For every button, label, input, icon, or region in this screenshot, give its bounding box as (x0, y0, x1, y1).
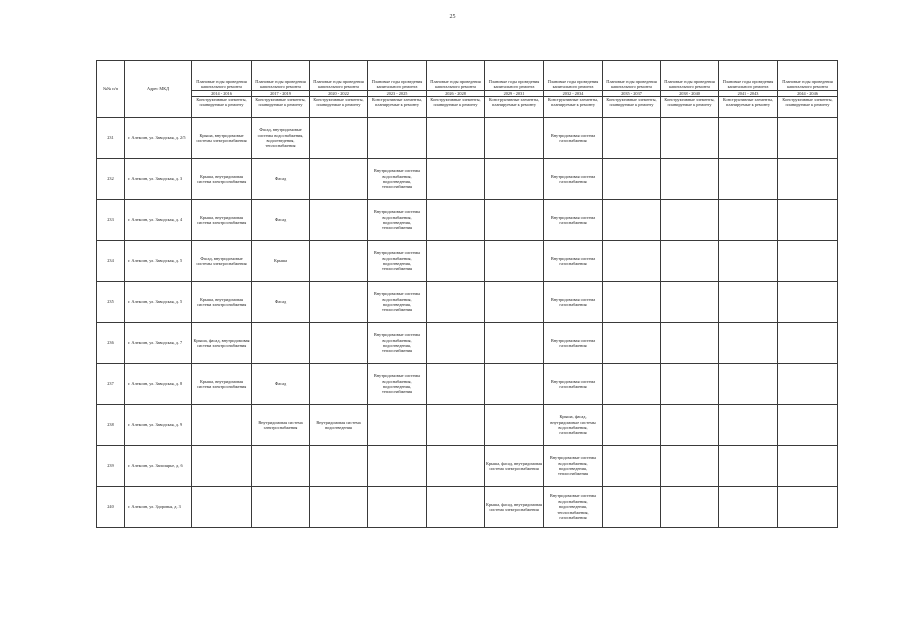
row-cell (192, 200, 252, 241)
header-period-6 (544, 61, 603, 97)
row-num-value: 235 (107, 299, 114, 305)
row-cell-elements: Фасад (274, 176, 287, 182)
header-period-label: Плановые годы проведения капитального ремонта (782, 78, 833, 90)
header-period-years: 2032 - 2034 (544, 90, 602, 96)
row-cell (192, 159, 252, 200)
row-cell (485, 487, 544, 528)
row-cell (427, 118, 485, 159)
header-period-label: Плановые годы проведения капитального ремонта (371, 78, 423, 90)
header-period-label: Плановые годы проведения капитального ремонта (313, 78, 364, 90)
header-period-8 (661, 61, 719, 97)
row-cell (661, 487, 719, 528)
row-address-value: г. Алексин, ул. Заводская, д. 4 (128, 217, 183, 223)
header-elements-5 (485, 97, 544, 118)
row-address (125, 487, 192, 528)
row-num-value: 240 (107, 504, 114, 510)
row-cell (252, 159, 310, 200)
row-cell-elements: Крыша, внутридомовые системы электроснабжения (196, 132, 247, 143)
row-cell (368, 118, 427, 159)
row-cell (485, 446, 544, 487)
row-cell (719, 200, 778, 241)
row-cell (252, 446, 310, 487)
header-elements-9 (719, 97, 778, 118)
row-cell-elements: Внутридомовая система электроснабжения (258, 419, 303, 430)
row-cell (603, 487, 661, 528)
row-cell (661, 200, 719, 241)
row-cell-elements: Крыша (273, 258, 288, 264)
row-cell-elements: Крыша, фасад, внутридомовая система электроснабжения (486, 501, 542, 512)
header-elements-1 (252, 97, 310, 118)
row-cell (661, 364, 719, 405)
header-period-years: 2029 - 2031 (485, 90, 543, 96)
row-cell (427, 487, 485, 528)
row-cell (252, 118, 310, 159)
row-cell-elements: Крыша, внутридомовая система электроснабжения (196, 378, 247, 389)
row-cell (603, 282, 661, 323)
header-period-years: 2014 - 2016 (192, 90, 251, 96)
row-cell (310, 282, 368, 323)
row-cell-elements: Внутридомовые системы водоснабжения, водоотведения, теплоснабжения (373, 168, 421, 190)
row-address (125, 118, 192, 159)
row-cell-elements: Внутридомовая система газоснабжения (550, 378, 596, 389)
header-address (125, 61, 192, 118)
header-address-label: Адрес МКД (146, 86, 170, 92)
header-elements-3 (368, 97, 427, 118)
row-cell (603, 405, 661, 446)
header-row-periods (97, 61, 838, 97)
table-row (97, 487, 838, 528)
row-address-value: г. Алексин, ул. Заполярье, д. 6 (128, 463, 183, 469)
row-num-value: 236 (107, 340, 114, 346)
header-period-7 (603, 61, 661, 97)
header-elements-10 (778, 97, 838, 118)
row-num-value: 238 (107, 422, 114, 428)
row-cell (310, 364, 368, 405)
table-row (97, 118, 838, 159)
row-cell (485, 118, 544, 159)
row-cell (661, 282, 719, 323)
row-cell (661, 118, 719, 159)
row-cell (310, 241, 368, 282)
header-elements-6 (544, 97, 603, 118)
header-elements-label: Конструктивные элементы, планируемые к ремонту (664, 97, 715, 108)
row-num (97, 405, 125, 446)
row-cell (778, 446, 838, 487)
row-num (97, 446, 125, 487)
row-cell (603, 323, 661, 364)
table-row (97, 159, 838, 200)
row-cell (310, 323, 368, 364)
header-elements-0 (192, 97, 252, 118)
table-row (97, 364, 838, 405)
header-elements-label: Конструктивные элементы, планируемые к ремонту (313, 97, 364, 108)
row-cell-elements: Крыша, внутридомовая система электроснабжения (196, 296, 247, 307)
row-cell (368, 200, 427, 241)
row-cell (368, 282, 427, 323)
row-cell-elements: Фасад (274, 217, 287, 223)
row-cell-elements: Крыша, фасад, внутридомовые системы водоснабжения, газоснабжения (550, 414, 596, 436)
row-cell (368, 364, 427, 405)
row-address (125, 323, 192, 364)
header-elements-8 (661, 97, 719, 118)
row-cell (778, 323, 838, 364)
repair-schedule-table (96, 60, 838, 528)
header-period-label: Плановые годы проведения капитального ремонта (196, 78, 247, 90)
header-period-2 (310, 61, 368, 97)
header-period-5 (485, 61, 544, 97)
row-num (97, 364, 125, 405)
row-cell (485, 405, 544, 446)
row-cell (719, 323, 778, 364)
row-cell-elements: Внутридомовые системы водоснабжения, водоотведения, теплоснабжения (373, 209, 421, 231)
row-cell (719, 405, 778, 446)
row-num (97, 487, 125, 528)
row-cell-elements: Внутридомовые системы водоснабжения, водоотведения, теплоснабжения (373, 373, 421, 395)
row-cell (310, 446, 368, 487)
row-cell (427, 364, 485, 405)
row-cell (485, 323, 544, 364)
row-address-value: г. Алексин, ул. Заводская, д. 3 (128, 176, 183, 182)
row-cell (427, 282, 485, 323)
row-cell-elements: Внутридомовые системы водоснабжения, водоотведения, теплоснабжения (549, 455, 597, 477)
row-cell (544, 282, 603, 323)
row-cell (603, 241, 661, 282)
header-period-4 (427, 61, 485, 97)
table-row (97, 282, 838, 323)
row-cell (368, 241, 427, 282)
row-cell (427, 446, 485, 487)
row-cell (427, 241, 485, 282)
row-cell (603, 200, 661, 241)
row-cell-elements: Крыша, внутридомовая система электроснабжения (196, 214, 247, 225)
row-cell (719, 241, 778, 282)
row-cell (427, 159, 485, 200)
row-address-value: г. Алексин, ул. Заводская, д. 5 (128, 299, 183, 305)
row-address-value: г. Алексин, ул. Заводская, д. 2/5 (128, 135, 186, 141)
header-period-label: Плановые годы проведения капитального ремонта (255, 78, 306, 90)
row-address (125, 405, 192, 446)
header-period-label: Плановые годы проведения капитального ремонта (722, 78, 774, 90)
row-cell (603, 118, 661, 159)
row-cell (778, 241, 838, 282)
row-cell-elements: Внутридомовая система газоснабжения (550, 296, 596, 307)
header-period-0 (192, 61, 252, 97)
row-cell (427, 323, 485, 364)
header-period-1 (252, 61, 310, 97)
row-cell (252, 282, 310, 323)
row-cell (661, 446, 719, 487)
row-num-value: 233 (107, 217, 114, 223)
row-cell (603, 364, 661, 405)
row-cell (310, 118, 368, 159)
row-cell (485, 364, 544, 405)
row-num (97, 241, 125, 282)
header-elements-label: Конструктивные элементы, планируемые к ремонту (547, 97, 599, 108)
row-cell (368, 487, 427, 528)
row-cell (485, 200, 544, 241)
row-cell-elements: Крыша, фасад, внутридомовая система электроснабжения (486, 460, 542, 471)
row-cell (368, 159, 427, 200)
header-period-9 (719, 61, 778, 97)
row-cell (427, 405, 485, 446)
row-cell (544, 241, 603, 282)
row-cell (252, 405, 310, 446)
row-cell (778, 487, 838, 528)
header-period-3 (368, 61, 427, 97)
row-cell (310, 405, 368, 446)
row-cell (485, 282, 544, 323)
page-number: 25 (449, 14, 456, 20)
header-period-years: 2026 - 2028 (427, 90, 484, 96)
header-period-label: Плановые годы проведения капитального ремонта (488, 78, 540, 90)
row-num-value: 234 (107, 258, 114, 264)
row-cell-elements: Внутридомовые системы водоснабжения, водоотведения, теплоснабжения (373, 250, 421, 272)
row-cell (485, 159, 544, 200)
row-cell (778, 118, 838, 159)
row-cell (192, 118, 252, 159)
row-cell (778, 282, 838, 323)
row-cell (192, 487, 252, 528)
header-elements-label: Конструктивные элементы, планируемые к ремонту (782, 97, 833, 108)
row-address-value: г. Алексин, ул. Заводская, д. 7 (128, 340, 183, 346)
row-cell (778, 159, 838, 200)
row-cell (778, 364, 838, 405)
row-cell-elements: Фасад (274, 299, 287, 305)
row-cell (192, 364, 252, 405)
header-elements-label: Конструктивные элементы, планируемые к ремонту (196, 97, 247, 108)
row-cell (719, 364, 778, 405)
row-cell-elements: Фасад, внутридомовые системы водоснабжения, водоотведения, теплоснабжения (257, 127, 304, 149)
row-cell (661, 241, 719, 282)
table-row (97, 405, 838, 446)
row-cell (603, 446, 661, 487)
row-cell (719, 159, 778, 200)
row-cell (427, 200, 485, 241)
header-period-years: 2044 - 2046 (778, 90, 837, 96)
row-cell (252, 241, 310, 282)
header-elements-label: Конструктивные элементы, планируемые к ремонту (488, 97, 540, 108)
row-cell (310, 200, 368, 241)
header-period-years: 2023 - 2025 (368, 90, 426, 96)
header-elements-label: Конструктивные элементы, планируемые к ремонту (722, 97, 774, 108)
table-row (97, 241, 838, 282)
table-row (97, 323, 838, 364)
header-period-label: Плановые годы проведения капитального ремонта (606, 78, 657, 90)
row-cell (544, 200, 603, 241)
row-address (125, 282, 192, 323)
row-cell (778, 200, 838, 241)
header-elements-label: Конструктивные элементы, планируемые к ремонту (606, 97, 657, 108)
row-cell (719, 282, 778, 323)
row-cell (719, 118, 778, 159)
row-cell-elements: Внутридомовые системы водоснабжения, водоотведения, теплоснабжения (373, 291, 421, 313)
row-cell (192, 323, 252, 364)
row-num (97, 282, 125, 323)
row-num (97, 200, 125, 241)
table-row (97, 446, 838, 487)
row-cell (719, 446, 778, 487)
row-cell (544, 405, 603, 446)
row-address-value: г. Алексин, ул. Заводская, д. 9 (128, 422, 183, 428)
row-address (125, 159, 192, 200)
header-period-years: 2041 - 2043 (719, 90, 777, 96)
row-cell-elements: Фасад, внутридомовые системы электроснабжения (196, 255, 247, 266)
row-cell (719, 487, 778, 528)
row-cell (192, 446, 252, 487)
row-cell (252, 323, 310, 364)
row-cell-elements: Внутридомовые системы водоснабжения, водоотведения, теплоснабжения (373, 332, 421, 354)
row-address (125, 200, 192, 241)
row-address-value: г. Алексин, ул. Заводская, д. 8 (128, 381, 183, 387)
row-cell (661, 159, 719, 200)
header-num-label: №№ п/п (102, 86, 119, 92)
header-period-label: Плановые годы проведения капитального ремонта (547, 78, 599, 90)
row-cell (544, 446, 603, 487)
row-cell (368, 446, 427, 487)
row-cell (192, 405, 252, 446)
row-address (125, 241, 192, 282)
row-cell-elements: Внутридомовая система газоснабжения (550, 255, 596, 266)
header-period-label: Плановые годы проведения капитального ремонта (664, 78, 715, 90)
row-cell-elements: Крыша, внутридомовая система электроснабжения (196, 173, 247, 184)
row-cell-elements: Крыша, фасад, внутридомовая система электроснабжения (193, 337, 250, 348)
row-num-value: 232 (107, 176, 114, 182)
row-cell-elements: Фасад (274, 381, 287, 387)
row-cell (544, 323, 603, 364)
row-cell (192, 282, 252, 323)
row-cell (661, 323, 719, 364)
row-cell (252, 364, 310, 405)
row-cell (310, 487, 368, 528)
row-num (97, 323, 125, 364)
header-elements-label: Конструктивные элементы, планируемые к ремонту (371, 97, 423, 108)
row-cell (368, 323, 427, 364)
row-cell (544, 118, 603, 159)
row-cell-elements: Внутридомовая система водоотведения (316, 419, 361, 430)
row-cell (778, 405, 838, 446)
row-cell (252, 487, 310, 528)
row-cell (368, 405, 427, 446)
row-cell-elements: Внутридомовая система газоснабжения (550, 337, 596, 348)
row-address-value: г. Алексин, ул. Здоровья, д. 3 (128, 504, 181, 510)
row-num-value: 231 (107, 135, 114, 141)
header-period-10 (778, 61, 838, 97)
header-elements-2 (310, 97, 368, 118)
header-period-years: 2038 - 2040 (661, 90, 718, 96)
row-cell (310, 159, 368, 200)
row-cell (485, 241, 544, 282)
header-elements-7 (603, 97, 661, 118)
header-period-years: 2017 - 2019 (252, 90, 309, 96)
row-address-value: г. Алексин, ул. Заводская, д. 5 (128, 258, 183, 264)
row-address (125, 364, 192, 405)
row-num-value: 239 (107, 463, 114, 469)
row-address (125, 446, 192, 487)
row-cell-elements: Внутридомовая система газоснабжения (550, 173, 596, 184)
header-period-years: 2020 - 2022 (310, 90, 367, 96)
header-num (97, 61, 125, 118)
row-cell-elements: Внутридомовая система газоснабжения (550, 132, 596, 143)
header-period-label: Плановые годы проведения капитального ремонта (430, 78, 481, 90)
header-elements-label: Конструктивные элементы, планируемые к ремонту (255, 97, 306, 108)
row-cell (192, 241, 252, 282)
row-cell (544, 487, 603, 528)
header-row-elements (97, 97, 838, 118)
row-cell (544, 364, 603, 405)
header-elements-4 (427, 97, 485, 118)
row-num-value: 237 (107, 381, 114, 387)
row-num (97, 159, 125, 200)
row-cell-elements: Внутридомовая система газоснабжения (550, 214, 596, 225)
row-cell (603, 159, 661, 200)
header-elements-label: Конструктивные элементы, планируемые к ремонту (430, 97, 481, 108)
row-cell-elements: Внутридомовые системы водоснабжения, водоотведения, теплоснабжения, газоснабжения (549, 493, 597, 521)
table-row (97, 200, 838, 241)
header-period-years: 2035 - 2037 (603, 90, 660, 96)
row-cell (661, 405, 719, 446)
row-cell (544, 159, 603, 200)
row-cell (252, 200, 310, 241)
row-num (97, 118, 125, 159)
